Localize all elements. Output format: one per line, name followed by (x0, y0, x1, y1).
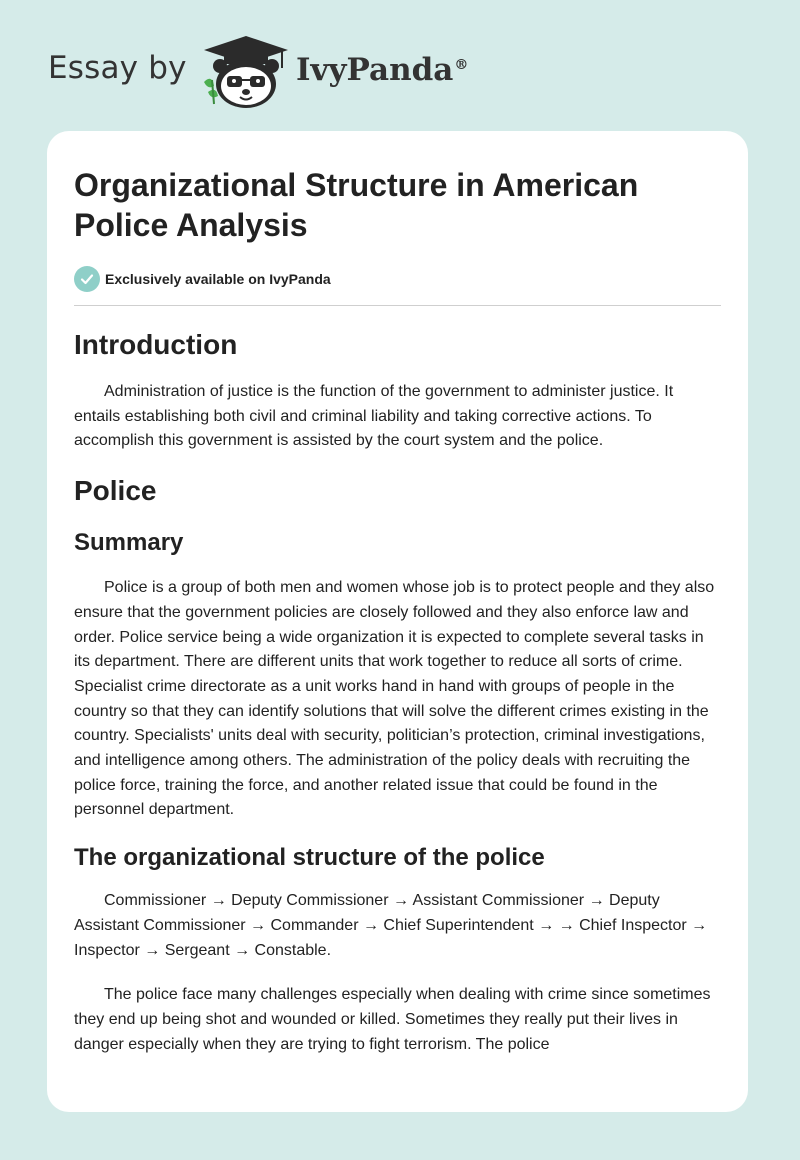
introduction-paragraph: Administration of justice is the function of the government to administer justice. It entails establishing both civil and criminal liability and taking corrective actions. To accomplish this government is assisted by the court system and the police. (74, 383, 674, 450)
essay-card (47, 131, 748, 1112)
brand-prefix: Essay by (48, 50, 187, 86)
summary-paragraph: Police is a group of both men and women whose job is to protect people and they also ensure that the government policies are closely followed and they also enforce law and order. Police service being a wide organization it is expected to complete several tasks in its department. There are different units that work together to reduce all sorts of crime. Specialist crime directorate as a unit works hand in hand with groups of people in the country so that they can identify solutions that will solve the different crimes existing in the country. Specialists' units deal with security, politician’s protection, criminal investigations, and intelligence among others. The administration of the policy deals with recruiting the police force, training the force, and another related issue that could be found in the personnel department. (74, 579, 715, 819)
exclusive-badge (74, 265, 721, 293)
challenges-paragraph: The police face many challenges especially when dealing with crime since sometimes they end up being shot and wounded or killed. Sometimes they really put their lives in danger especially when they are trying to fight terrorism. The police (74, 986, 711, 1053)
structure-paragraph: Commissioner → Deputy Commissioner → Assistant Commissioner → Deputy Assistant Commissioner → Commander → Chief Superintendent → → Chief Inspector → Inspector → Sergeant → Constable. (74, 892, 708, 959)
registered-mark: ® (454, 56, 469, 73)
check-icon (74, 266, 100, 292)
summary-heading: Summary (74, 529, 184, 557)
page-title: Organizational Structure in American Police Analysis (74, 167, 639, 243)
divider (74, 305, 721, 306)
introduction-heading: Introduction (74, 329, 238, 360)
police-heading: Police (74, 475, 157, 507)
brand-name[interactable]: IvyPanda® (296, 52, 469, 88)
site-header (0, 0, 800, 130)
panda-graduate-icon[interactable] (198, 34, 294, 110)
badge-text: Exclusively available on IvyPanda (105, 271, 331, 287)
structure-heading: The organizational structure of the police (74, 844, 545, 872)
